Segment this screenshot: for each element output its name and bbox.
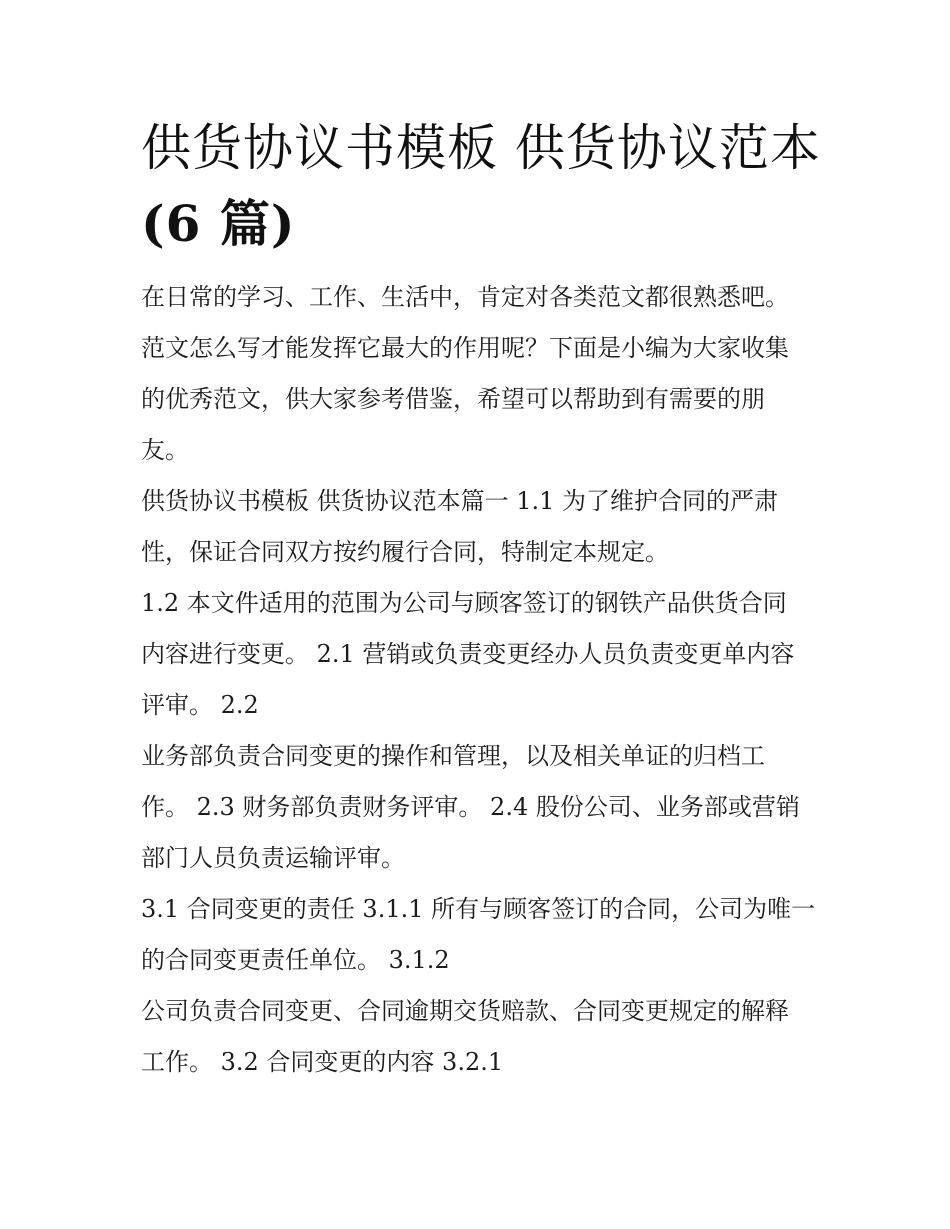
text-line: 范文怎么写才能发挥它最大的作用呢？下面是小编为大家收集 [141,334,789,362]
paragraph [141,476,821,578]
paragraph [141,272,821,476]
text-line: 工作。 3.2 合同变更的内容 3.2.1 [141,1048,504,1076]
text-line: 作。 2.3 财务部负责财务评审。 2.4 股份公司、业务部或营销 [141,793,800,821]
text-line: 部门人员负责运输评审。 [141,844,405,872]
text-line: 1.2 本文件适用的范围为公司与顾客签订的钢铁产品供货合同 [141,589,787,617]
document-title [141,110,821,262]
paragraph [141,884,821,986]
text-line: 供货协议书模板 供货协议范本篇一 1.1 为了维护合同的严肃 [141,487,779,515]
document-body [141,272,821,1088]
title-line: 供货协议书模板 供货协议范本 [141,119,821,177]
text-line: 公司负责合同变更、合同逾期交货赔款、合同变更规定的解释 [141,997,789,1025]
paragraph [141,986,821,1088]
document-content [141,110,821,1088]
text-line: 评审。 2.2 [141,691,259,719]
paragraph [141,731,821,884]
text-line: 业务部负责合同变更的操作和管理，以及相关单证的归档工 [141,742,765,770]
text-line: 3.1 合同变更的责任 3.1.1 所有与顾客签订的合同，公司为唯一 [141,895,816,923]
text-line: 性，保证合同双方按约履行合同，特制定本规定。 [141,538,669,566]
text-line: 在日常的学习、工作、生活中，肯定对各类范文都很熟悉吧。 [141,283,789,311]
text-line: 的优秀范文，供大家参考借鉴，希望可以帮助到有需要的朋 [141,385,765,413]
title-line: (6 篇) [141,194,296,253]
text-line: 友。 [141,436,189,464]
paragraph [141,578,821,731]
text-line: 的合同变更责任单位。 3.1.2 [141,946,450,974]
text-line: 内容进行变更。 2.1 营销或负责变更经办人员负责变更单内容 [141,640,795,668]
